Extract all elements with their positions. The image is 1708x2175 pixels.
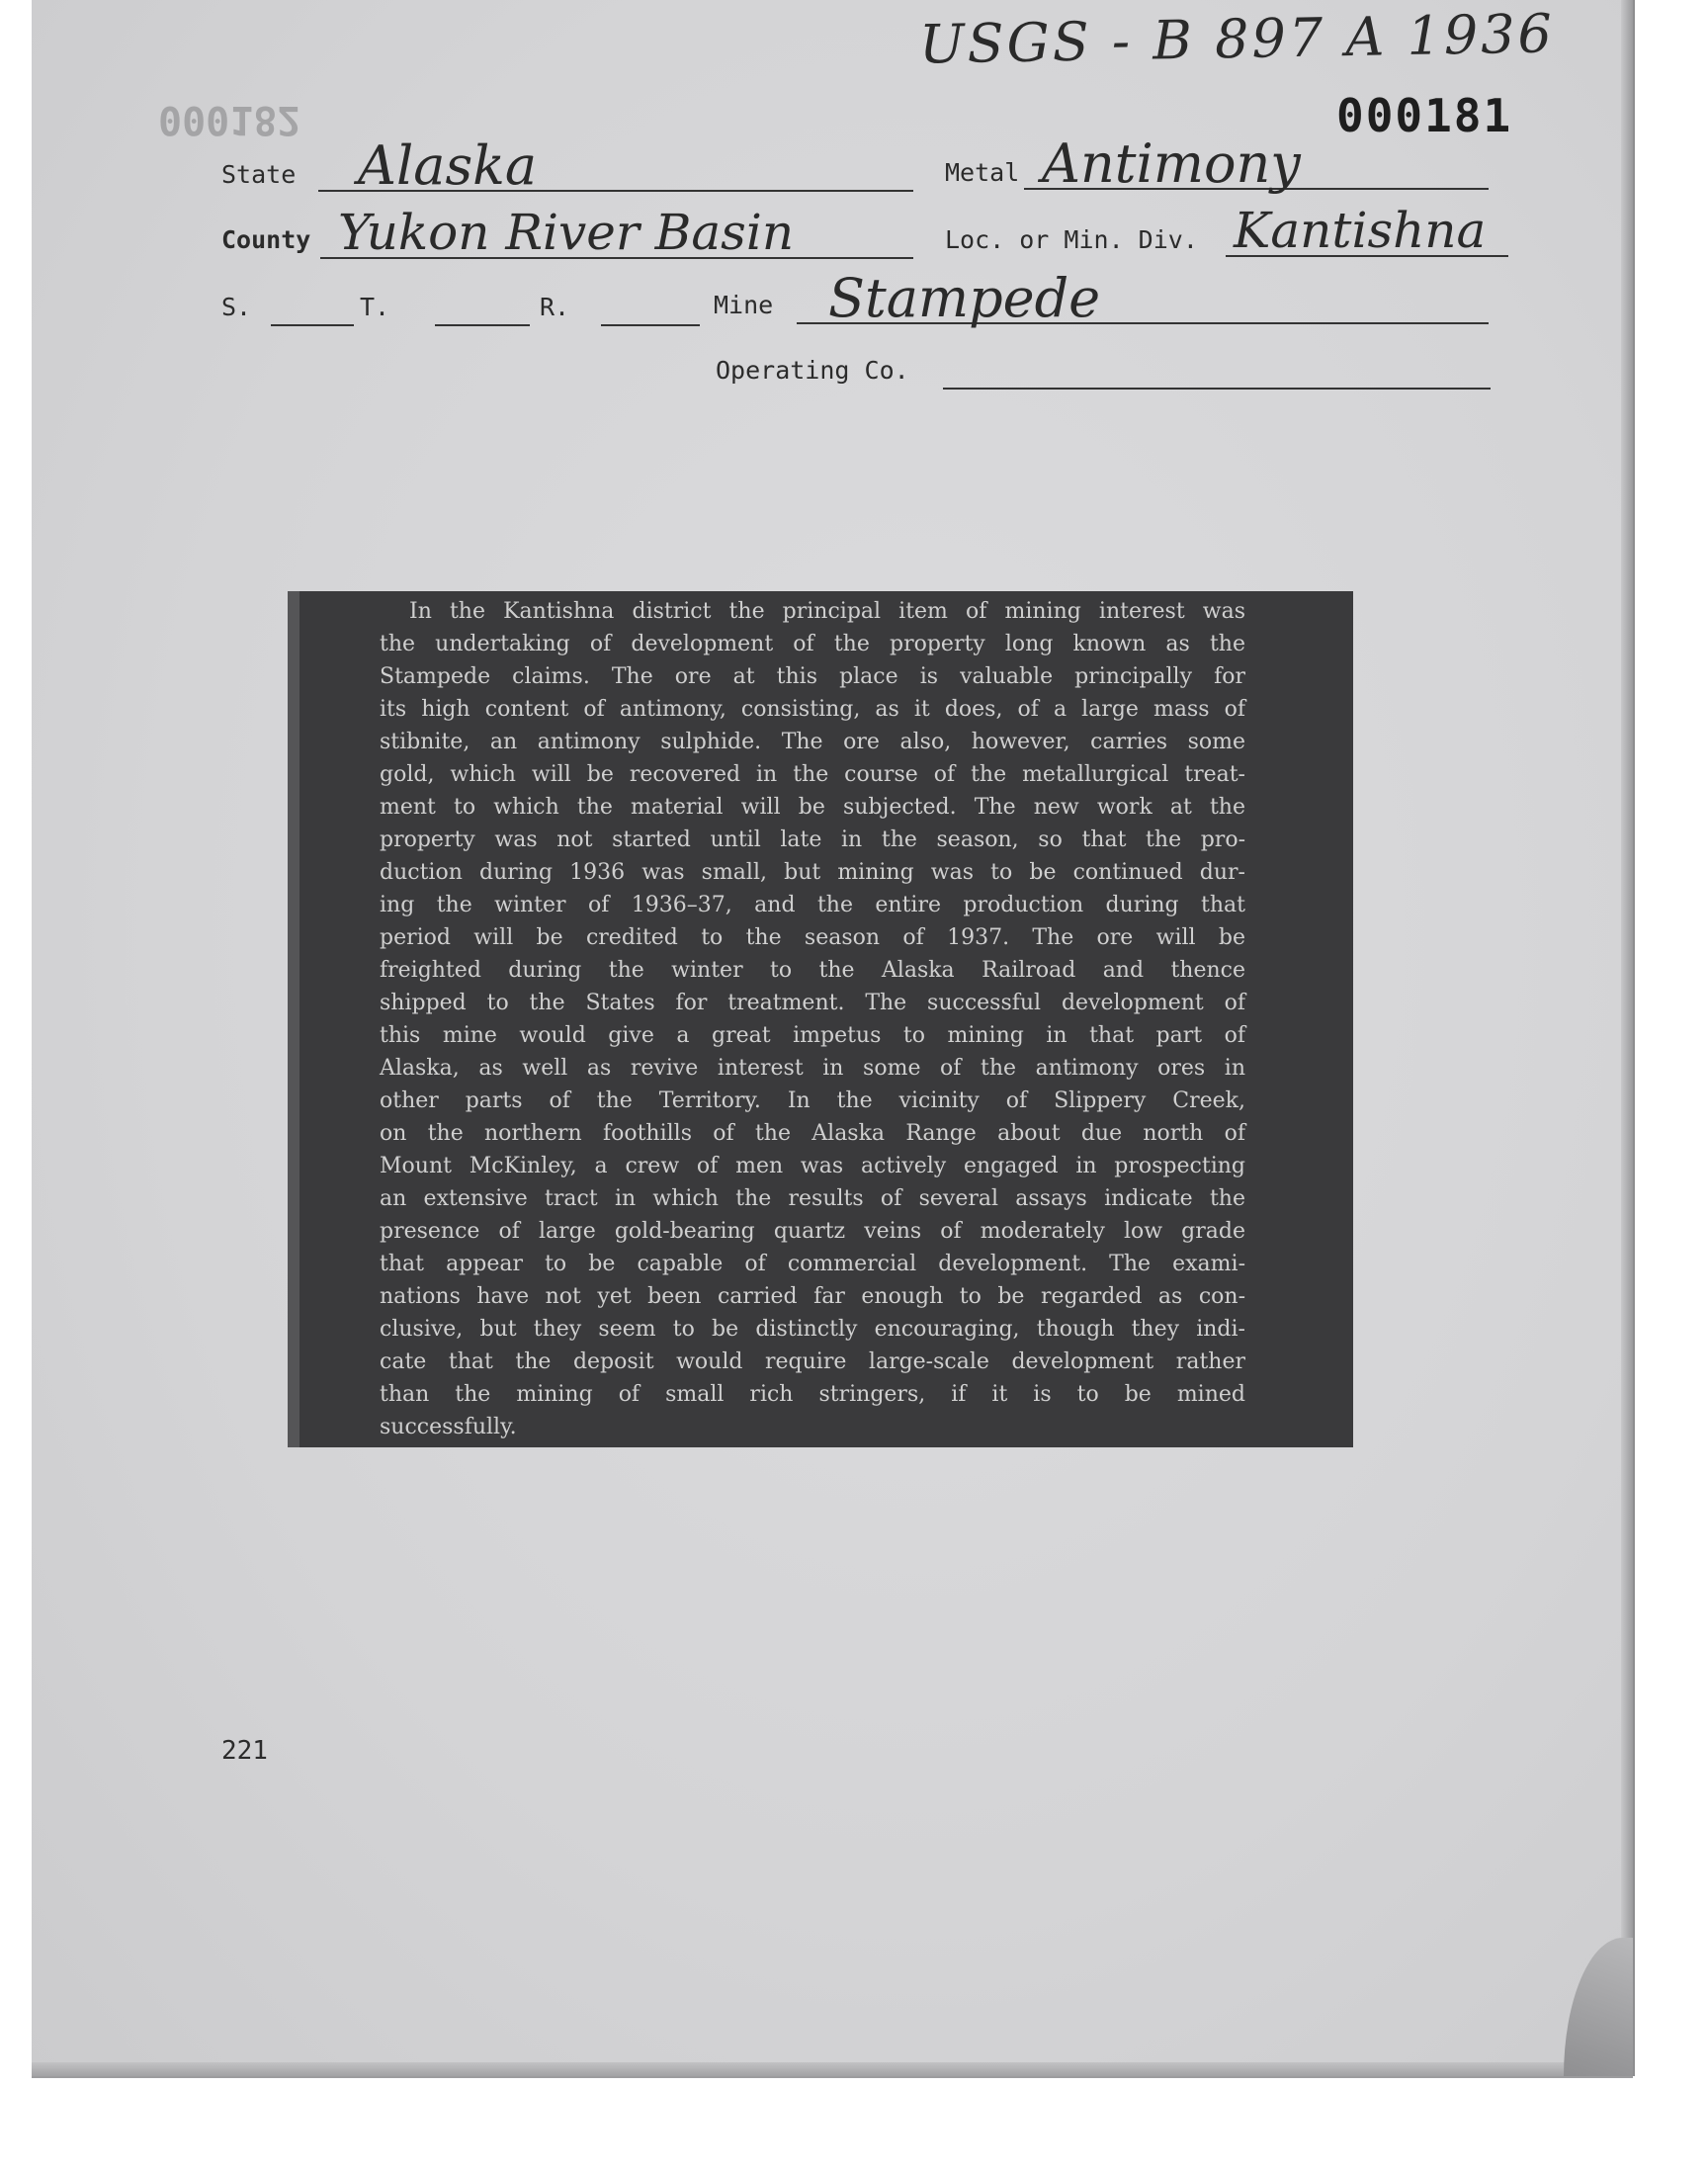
clipping-line: successfully. <box>380 1415 517 1439</box>
clipping-text <box>380 595 1245 1443</box>
clipping-line: gold, which will be recovered in the course of the metallurgical treat- <box>380 762 1245 787</box>
loc-div-value: Kantishna <box>1234 202 1487 259</box>
clipping-line: shipped to the States for treatment. The successful development of <box>380 991 1245 1015</box>
clipping-line: other parts of the Territory. In the vicinity of Slippery Creek, <box>380 1088 1245 1113</box>
operating-co-label: Operating Co. <box>716 356 909 385</box>
stamp-number: 000181 <box>1336 89 1513 142</box>
metal-value: Antimony <box>1042 132 1301 195</box>
loc-div-label: Loc. or Min. Div. <box>945 225 1198 254</box>
s-line <box>271 324 354 326</box>
clipping-line: duction during 1936 was small, but mining was to be continued dur- <box>380 860 1245 885</box>
clipping-line: Stampede claims. The ore at this place is valuable principally for <box>380 664 1245 689</box>
clipping-line: In the Kantishna district the principal item of mining interest was <box>409 599 1245 624</box>
clipping-line: this mine would give a great impetus to mining in that part of <box>380 1023 1245 1048</box>
county-value: Yukon River Basin <box>338 204 795 261</box>
state-value: Alaska <box>358 134 538 197</box>
county-label: County <box>221 225 311 254</box>
clipping-line: presence of large gold-bearing quartz veins of moderately low grade <box>380 1219 1245 1244</box>
clipping-line: ing the winter of 1936–37, and the entire production during that <box>380 893 1245 917</box>
operating-co-line <box>943 388 1491 390</box>
card-right-edge <box>1621 0 1633 2076</box>
card-bottom-edge <box>32 2062 1633 2076</box>
clipping-line: its high content of antimony, consisting, as it does, of a large mass of <box>380 697 1245 722</box>
clipping-line: that appear to be capable of commercial development. The exami- <box>380 1252 1245 1276</box>
clipping-line: on the northern foothills of the Alaska Range about due north of <box>380 1121 1245 1146</box>
loc-div-line <box>1226 255 1508 257</box>
clipping-line: nations have not yet been carried far enough to be regarded as con- <box>380 1284 1245 1309</box>
page-number: 221 <box>221 1736 268 1766</box>
clipping-line: cate that the deposit would require large-scale development rather <box>380 1349 1245 1374</box>
metal-label: Metal <box>945 158 1020 187</box>
s-label: S. <box>221 293 252 321</box>
top-annotation: USGS - B 897 A 1936 <box>918 2 1556 76</box>
stamp-number-mirrored: 000182 <box>158 97 301 142</box>
clipping-line: an extensive tract in which the results of several assays indicate the <box>380 1186 1245 1211</box>
clipping-line: Mount McKinley, a crew of men was actively engaged in prospecting <box>380 1154 1245 1178</box>
r-line <box>601 324 700 326</box>
t-line <box>435 324 530 326</box>
clipping-line: property was not started until late in the season, so that the pro- <box>380 827 1245 852</box>
card-corner-curl <box>1564 1938 1633 2076</box>
clipping-line: period will be credited to the season of 1937. The ore will be <box>380 925 1245 950</box>
clipping-line: freighted during the winter to the Alaska Railroad and thence <box>380 958 1245 983</box>
clipping-line: than the mining of small rich stringers, if it is to be mined <box>380 1382 1245 1407</box>
clipping-line: clusive, but they seem to be distinctly encouraging, though they indi- <box>380 1317 1245 1342</box>
clipping-line: Alaska, as well as revive interest in some of the antimony ores in <box>380 1056 1245 1081</box>
r-label: R. <box>540 293 570 321</box>
clipping-line: stibnite, an antimony sulphide. The ore also, however, carries some <box>380 730 1245 754</box>
clipping-line: ment to which the material will be subjected. The new work at the <box>380 795 1245 820</box>
mine-label: Mine <box>714 291 774 319</box>
mine-value: Stampede <box>828 267 1101 329</box>
state-label: State <box>221 160 297 189</box>
t-label: T. <box>360 293 390 321</box>
clipping-line: the undertaking of development of the property long known as the <box>380 632 1245 656</box>
